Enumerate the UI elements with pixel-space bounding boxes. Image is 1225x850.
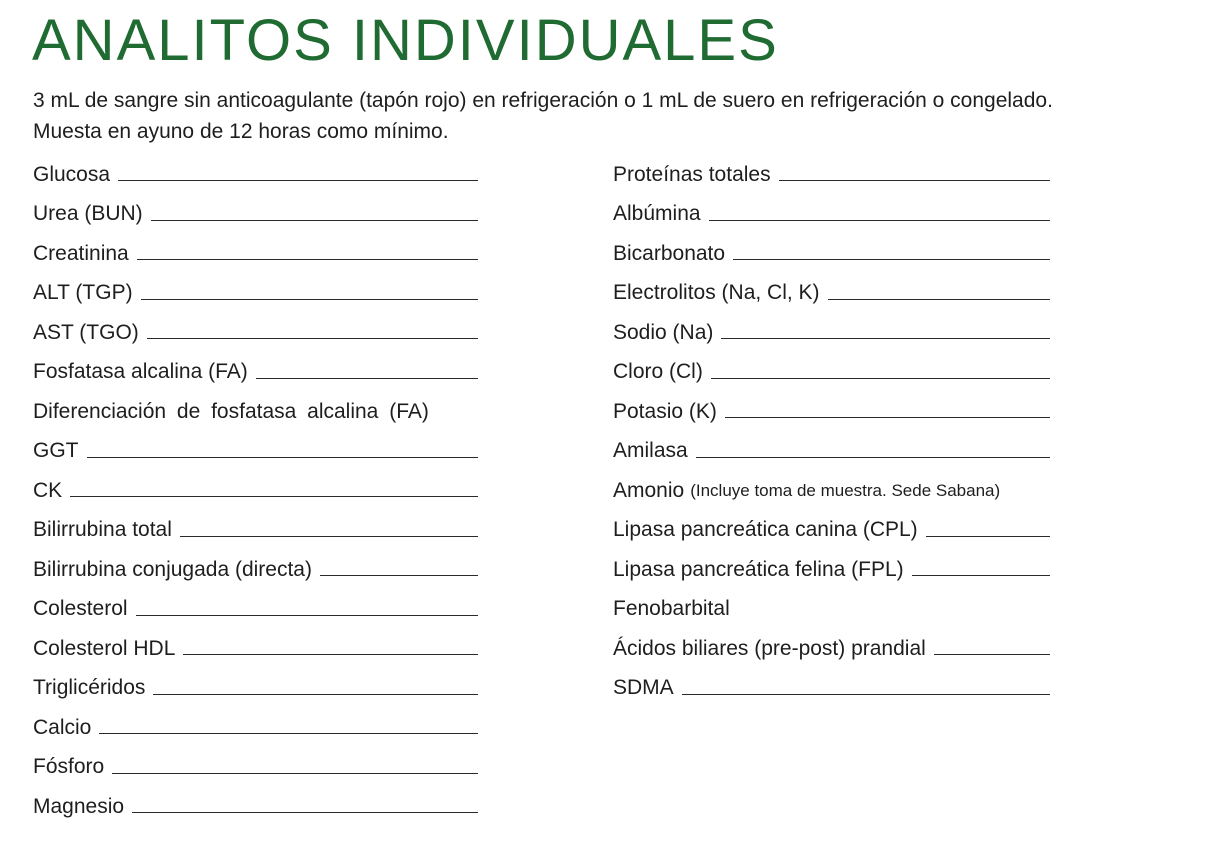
analyte-row-magnesio: [33, 787, 478, 827]
analyte-label: CK: [33, 478, 63, 502]
fill-in-line[interactable]: [725, 397, 1050, 418]
analyte-row-fosforo: [33, 748, 478, 788]
instructions-line-1: 3 mL de sangre sin anticoagulante (tapón rojo) en refrigeración o 1 mL de suero en refrigeración o congelado.: [33, 89, 1053, 112]
analyte-label: Glucosa: [33, 162, 111, 186]
fill-in-line[interactable]: [733, 239, 1050, 260]
analyte-label: Diferenciación de fosfatasa alcalina (FA): [33, 399, 429, 423]
analyte-row-sdma: [613, 669, 1050, 709]
fill-in-line[interactable]: [136, 595, 478, 616]
analyte-label: Bicarbonato: [613, 241, 726, 265]
fill-in-line[interactable]: [912, 555, 1050, 576]
analyte-label: AST (TGO): [33, 320, 139, 344]
analyte-row-acidos-biliares: [613, 629, 1050, 669]
analyte-row-lipasa-canina: [613, 511, 1050, 551]
analyte-label: Triglicéridos: [33, 676, 146, 700]
analyte-row-ck: [33, 471, 478, 511]
fill-in-line[interactable]: [141, 279, 478, 300]
fill-in-line[interactable]: [934, 634, 1050, 655]
analyte-row-bicarbonato: [613, 234, 1050, 274]
analyte-row-trigliceridos: [33, 669, 478, 709]
fill-in-line[interactable]: [180, 516, 478, 537]
analyte-label: Amonio: [613, 478, 685, 502]
analyte-row-fenobarbital: [613, 590, 1050, 630]
analyte-label: Lipasa pancreática felina (FPL): [613, 557, 904, 581]
analyte-label: Electrolitos (Na, Cl, K): [613, 281, 820, 305]
fill-in-line[interactable]: [779, 160, 1050, 181]
analyte-label: Bilirrubina conjugada (directa): [33, 557, 312, 581]
analyte-label: Ácidos biliares (pre-post) prandial: [613, 636, 926, 660]
fill-in-line[interactable]: [183, 634, 478, 655]
fill-in-line[interactable]: [151, 200, 478, 221]
analyte-label: Calcio: [33, 715, 92, 739]
analyte-row-proteinas-totales: [613, 155, 1050, 195]
analyte-row-sodio: [613, 313, 1050, 353]
analyte-label: Albúmina: [613, 202, 701, 226]
analyte-label: Potasio (K): [613, 399, 717, 423]
fill-in-line[interactable]: [87, 437, 479, 458]
analyte-row-creatinina: [33, 234, 478, 274]
analyte-row-amilasa: [613, 432, 1050, 472]
analyte-label: SDMA: [613, 676, 674, 700]
fill-in-line[interactable]: [682, 674, 1050, 695]
analyte-note: (Incluye toma de muestra. Sede Sabana): [690, 480, 1001, 500]
analyte-row-electrolitos: [613, 274, 1050, 314]
analyte-row-bilirrubina-total: [33, 511, 478, 551]
analyte-row-fosfatasa-alcalina: [33, 353, 478, 393]
analyte-label: Cloro (Cl): [613, 360, 703, 384]
analyte-label: Proteínas totales: [613, 162, 771, 186]
faded-cut-off-text: [614, 712, 974, 720]
instructions-line-2: Muesta en ayuno de 12 horas como mínimo.: [33, 120, 449, 143]
fill-in-line[interactable]: [137, 239, 478, 260]
fill-in-line[interactable]: [721, 318, 1050, 339]
analyte-label: Fenobarbital: [613, 597, 730, 621]
fill-in-line[interactable]: [147, 318, 478, 339]
analyte-row-albumina: [613, 195, 1050, 235]
analyte-label: Urea (BUN): [33, 202, 143, 226]
fill-in-line[interactable]: [696, 437, 1050, 458]
sample-instructions: [33, 85, 1203, 147]
fill-in-line[interactable]: [118, 160, 478, 181]
analyte-label: Magnesio: [33, 794, 125, 818]
analyte-label: Lipasa pancreática canina (CPL): [613, 518, 918, 542]
analyte-label: Colesterol HDL: [33, 636, 176, 660]
analyte-row-calcio: [33, 708, 478, 748]
analyte-label: Bilirrubina total: [33, 518, 172, 542]
analyte-row-lipasa-felina: [613, 550, 1050, 590]
analyte-row-ggt: [33, 432, 478, 472]
analyte-row-urea: [33, 195, 478, 235]
analyte-label: Amilasa: [613, 439, 688, 463]
fill-in-line[interactable]: [926, 516, 1050, 537]
fill-in-line[interactable]: [709, 200, 1050, 221]
analyte-row-alt: [33, 274, 478, 314]
analyte-row-ast: [33, 313, 478, 353]
analyte-row-amonio: [613, 471, 1050, 511]
fill-in-line[interactable]: [70, 476, 478, 497]
analyte-label: ALT (TGP): [33, 281, 133, 305]
analyte-row-colesterol: [33, 590, 478, 630]
analyte-row-diferenciacion-fa: [33, 392, 478, 432]
right-analyte-list: [613, 155, 1050, 708]
fill-in-line[interactable]: [711, 358, 1050, 379]
fill-in-line[interactable]: [320, 555, 478, 576]
analyte-label: Colesterol: [33, 597, 128, 621]
analyte-row-bilirrubina-conjugada: [33, 550, 478, 590]
analyte-label: Fósforo: [33, 755, 105, 779]
fill-in-line[interactable]: [99, 713, 478, 734]
analyte-label: Sodio (Na): [613, 320, 714, 344]
page-title: ANALITOS INDIVIDUALES: [32, 8, 779, 73]
analyte-row-colesterol-hdl: [33, 629, 478, 669]
left-analyte-list: [33, 155, 478, 827]
fill-in-line[interactable]: [153, 674, 478, 695]
fill-in-line[interactable]: [112, 753, 478, 774]
analyte-row-potasio: [613, 392, 1050, 432]
fill-in-line[interactable]: [132, 792, 478, 813]
analyte-label: GGT: [33, 439, 79, 463]
analyte-row-glucosa: [33, 155, 478, 195]
analyte-label: Fosfatasa alcalina (FA): [33, 360, 248, 384]
fill-in-line[interactable]: [256, 358, 478, 379]
fill-in-line[interactable]: [828, 279, 1050, 300]
analyte-row-cloro: [613, 353, 1050, 393]
analyte-label: Creatinina: [33, 241, 129, 265]
